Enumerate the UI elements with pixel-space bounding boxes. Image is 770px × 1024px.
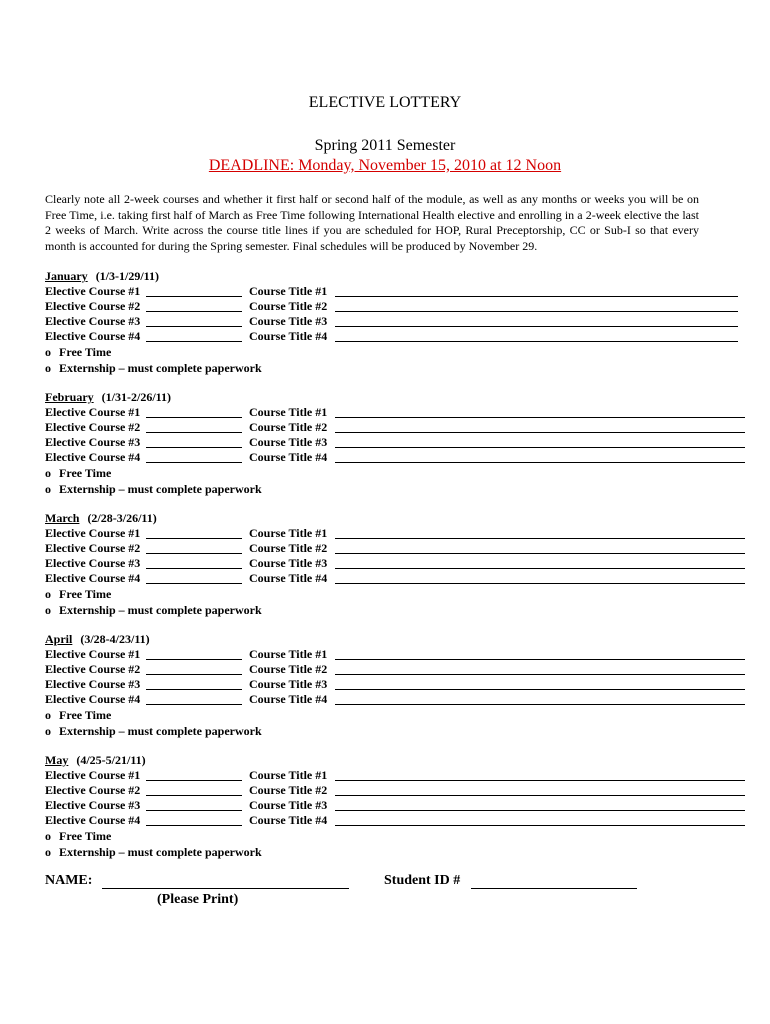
- elective-course-input-line[interactable]: [146, 296, 242, 297]
- checkbox-bullet-icon[interactable]: o: [45, 708, 51, 722]
- course-title-label: Course Title #1: [249, 284, 328, 298]
- elective-course-label: Elective Course #4: [45, 571, 141, 585]
- elective-course-input-line[interactable]: [146, 825, 242, 826]
- name-label: NAME:: [45, 873, 93, 888]
- course-title-input-line[interactable]: [335, 296, 738, 297]
- option-label: Externship – must complete paperwork: [59, 361, 262, 375]
- elective-course-input-line[interactable]: [146, 447, 242, 448]
- elective-course-input-line[interactable]: [146, 810, 242, 811]
- elective-course-label: Elective Course #4: [45, 450, 141, 464]
- course-title-label: Course Title #4: [249, 813, 328, 827]
- course-row: [45, 571, 725, 586]
- elective-course-label: Elective Course #2: [45, 662, 141, 676]
- month-date-range: (4/25-5/21/11): [76, 753, 146, 767]
- course-title-label: Course Title #4: [249, 450, 328, 464]
- elective-course-label: Elective Course #3: [45, 798, 141, 812]
- month-heading: [45, 269, 725, 284]
- course-title-label: Course Title #3: [249, 556, 328, 570]
- course-row: [45, 435, 725, 450]
- elective-course-label: Elective Course #3: [45, 314, 141, 328]
- checkbox-bullet-icon[interactable]: o: [45, 466, 51, 480]
- externship-option[interactable]: [45, 602, 725, 618]
- course-title-input-line[interactable]: [335, 795, 745, 796]
- course-row: [45, 420, 725, 435]
- course-title-input-line[interactable]: [335, 689, 745, 690]
- option-label: Free Time: [59, 345, 112, 359]
- elective-course-label: Elective Course #4: [45, 329, 141, 343]
- course-title-input-line[interactable]: [335, 810, 745, 811]
- elective-course-label: Elective Course #2: [45, 783, 141, 797]
- option-label: Free Time: [59, 466, 112, 480]
- checkbox-bullet-icon[interactable]: o: [45, 587, 51, 601]
- elective-course-input-line[interactable]: [146, 780, 242, 781]
- checkbox-bullet-icon[interactable]: o: [45, 829, 51, 843]
- course-title-label: Course Title #2: [249, 420, 328, 434]
- elective-course-label: Elective Course #3: [45, 677, 141, 691]
- elective-course-input-line[interactable]: [146, 462, 242, 463]
- course-title-input-line[interactable]: [335, 553, 745, 554]
- course-title-label: Course Title #1: [249, 647, 328, 661]
- elective-course-label: Elective Course #1: [45, 526, 141, 540]
- elective-course-label: Elective Course #3: [45, 556, 141, 570]
- month-section-february: [45, 390, 725, 497]
- free-time-option[interactable]: [45, 344, 725, 360]
- month-section-march: [45, 511, 725, 618]
- course-row: [45, 677, 725, 692]
- course-title-label: Course Title #1: [249, 526, 328, 540]
- elective-course-label: Elective Course #1: [45, 768, 141, 782]
- course-title-label: Course Title #4: [249, 329, 328, 343]
- course-title-input-line[interactable]: [335, 311, 738, 312]
- option-label: Externship – must complete paperwork: [59, 724, 262, 738]
- elective-course-input-line[interactable]: [146, 583, 242, 584]
- month-heading: [45, 632, 725, 647]
- course-row: [45, 813, 725, 828]
- externship-option[interactable]: [45, 481, 725, 497]
- course-title-label: Course Title #1: [249, 768, 328, 782]
- course-row: [45, 768, 725, 783]
- month-name: January: [45, 269, 88, 283]
- elective-course-input-line[interactable]: [146, 341, 242, 342]
- elective-course-input-line[interactable]: [146, 311, 242, 312]
- month-section-may: [45, 753, 725, 860]
- month-name: February: [45, 390, 94, 404]
- course-row: [45, 450, 725, 465]
- course-row: [45, 556, 725, 571]
- course-title-input-line[interactable]: [335, 780, 745, 781]
- course-title-input-line[interactable]: [335, 568, 745, 569]
- course-row: [45, 783, 725, 798]
- student-id-label: Student ID #: [384, 873, 461, 888]
- checkbox-bullet-icon[interactable]: o: [45, 345, 51, 359]
- course-title-label: Course Title #3: [249, 435, 328, 449]
- course-row: [45, 405, 725, 420]
- month-name: March: [45, 511, 80, 525]
- elective-course-input-line[interactable]: [146, 568, 242, 569]
- month-name: May: [45, 753, 69, 767]
- course-title-label: Course Title #2: [249, 783, 328, 797]
- course-title-label: Course Title #2: [249, 541, 328, 555]
- semester-heading: Spring 2011 Semester: [314, 137, 456, 154]
- month-section-april: [45, 632, 725, 739]
- option-label: Externship – must complete paperwork: [59, 482, 262, 496]
- option-label: Free Time: [59, 708, 112, 722]
- checkbox-bullet-icon[interactable]: o: [45, 361, 51, 375]
- elective-course-input-line[interactable]: [146, 417, 242, 418]
- course-row: [45, 329, 725, 344]
- form-title: ELECTIVE LOTTERY: [308, 94, 462, 111]
- month-heading: [45, 511, 725, 526]
- course-row: [45, 541, 725, 556]
- option-label: Free Time: [59, 587, 112, 601]
- elective-course-label: Elective Course #4: [45, 692, 141, 706]
- month-date-range: (1/3-1/29/11): [95, 269, 160, 283]
- name-input-line[interactable]: [102, 888, 349, 889]
- elective-course-input-line[interactable]: [146, 538, 242, 539]
- externship-option[interactable]: [45, 844, 725, 860]
- elective-course-input-line[interactable]: [146, 326, 242, 327]
- elective-course-label: Elective Course #2: [45, 299, 141, 313]
- course-title-input-line[interactable]: [335, 538, 745, 539]
- checkbox-bullet-icon[interactable]: o: [45, 724, 51, 738]
- elective-course-input-line[interactable]: [146, 553, 242, 554]
- course-title-input-line[interactable]: [335, 447, 745, 448]
- course-row: [45, 284, 725, 299]
- course-title-input-line[interactable]: [335, 825, 745, 826]
- elective-course-input-line[interactable]: [146, 432, 242, 433]
- course-title-input-line[interactable]: [335, 326, 738, 327]
- month-date-range: (1/31-2/26/11): [101, 390, 171, 404]
- course-title-input-line[interactable]: [335, 432, 745, 433]
- option-label: Free Time: [59, 829, 112, 843]
- elective-course-label: Elective Course #2: [45, 420, 141, 434]
- course-row: [45, 692, 725, 707]
- course-title-input-line[interactable]: [335, 674, 745, 675]
- course-row: [45, 314, 725, 329]
- month-heading: [45, 390, 725, 405]
- elective-course-label: Elective Course #3: [45, 435, 141, 449]
- course-title-input-line[interactable]: [335, 583, 745, 584]
- course-title-label: Course Title #2: [249, 299, 328, 313]
- free-time-option[interactable]: [45, 586, 725, 602]
- externship-option[interactable]: [45, 723, 725, 739]
- course-title-label: Course Title #2: [249, 662, 328, 676]
- month-heading: [45, 753, 725, 768]
- course-title-label: Course Title #1: [249, 405, 328, 419]
- elective-course-label: Elective Course #1: [45, 284, 141, 298]
- checkbox-bullet-icon[interactable]: o: [45, 603, 51, 617]
- month-section-january: [45, 269, 725, 376]
- elective-course-input-line[interactable]: [146, 674, 242, 675]
- deadline-notice: DEADLINE: Monday, November 15, 2010 at 12 Noon: [208, 157, 562, 174]
- option-label: Externship – must complete paperwork: [59, 845, 262, 859]
- course-title-label: Course Title #3: [249, 677, 328, 691]
- course-title-input-line[interactable]: [335, 417, 745, 418]
- course-title-label: Course Title #4: [249, 692, 328, 706]
- elective-course-input-line[interactable]: [146, 704, 242, 705]
- elective-course-label: Elective Course #4: [45, 813, 141, 827]
- instructions-paragraph: Clearly note all 2-week courses and whether it first half or second half of the module, as well as any months or weeks you will be on Free Time, i.e. taking first half of March as Free Time following International Health elective and enrolling in a 2-week elective the last 2 weeks of March. Write across the course title lines if you are scheduled for HOP, Rural Preceptorship, CC or Sub-I so that every month is accounted for during the Spring semester. Final schedules will be produced by November 29.: [45, 192, 699, 253]
- course-title-input-line[interactable]: [335, 704, 745, 705]
- please-print-note: (Please Print): [157, 892, 239, 907]
- month-date-range: (2/28-3/26/11): [87, 511, 157, 525]
- free-time-option[interactable]: [45, 828, 725, 844]
- course-row: [45, 526, 725, 541]
- checkbox-bullet-icon[interactable]: o: [45, 845, 51, 859]
- course-title-label: Course Title #3: [249, 798, 328, 812]
- free-time-option[interactable]: [45, 465, 725, 481]
- elective-course-label: Elective Course #2: [45, 541, 141, 555]
- month-date-range: (3/28-4/23/11): [80, 632, 150, 646]
- elective-course-label: Elective Course #1: [45, 647, 141, 661]
- course-title-input-line[interactable]: [335, 462, 745, 463]
- month-name: April: [45, 632, 73, 646]
- course-title-input-line[interactable]: [335, 659, 745, 660]
- option-label: Externship – must complete paperwork: [59, 603, 262, 617]
- course-title-input-line[interactable]: [335, 341, 738, 342]
- elective-course-label: Elective Course #1: [45, 405, 141, 419]
- free-time-option[interactable]: [45, 707, 725, 723]
- externship-option[interactable]: [45, 360, 725, 376]
- course-title-label: Course Title #3: [249, 314, 328, 328]
- student-id-input-line[interactable]: [471, 888, 637, 889]
- elective-course-input-line[interactable]: [146, 659, 242, 660]
- elective-course-input-line[interactable]: [146, 795, 242, 796]
- elective-course-input-line[interactable]: [146, 689, 242, 690]
- course-row: [45, 662, 725, 677]
- course-row: [45, 798, 725, 813]
- course-title-label: Course Title #4: [249, 571, 328, 585]
- course-row: [45, 647, 725, 662]
- checkbox-bullet-icon[interactable]: o: [45, 482, 51, 496]
- course-row: [45, 299, 725, 314]
